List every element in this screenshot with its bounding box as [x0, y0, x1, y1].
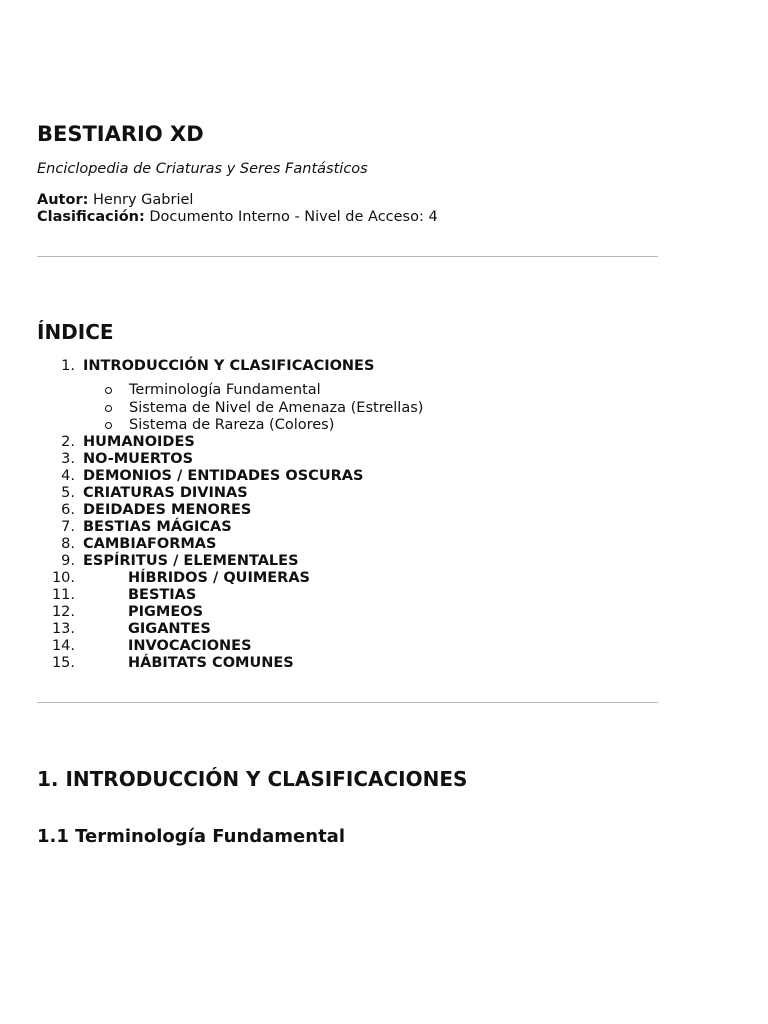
index-item-label: BESTIAS MÁGICAS [83, 519, 232, 535]
index-item-label: HÁBITATS COMUNES [128, 655, 294, 671]
index-item-label: NO-MUERTOS [83, 451, 194, 467]
index-subitem-label: Sistema de Rareza (Colores) [129, 417, 335, 433]
index-item-number: 2. [61, 434, 75, 450]
index-item-number: 14. [51, 638, 75, 654]
index-item-label: HÍBRIDOS / QUIMERAS [128, 570, 311, 586]
classification-label: Clasificación: [37, 209, 145, 225]
index-item-label: ESPÍRITUS / ELEMENTALES [83, 553, 299, 569]
index-item-number: 10. [51, 570, 75, 586]
index-item-label: INVOCACIONES [128, 638, 252, 654]
circle-bullet-icon [105, 387, 112, 394]
subsection-heading: 1.1 Terminología Fundamental [37, 826, 345, 847]
index-item-label: INTRODUCCIÓN Y CLASIFICACIONES [83, 358, 375, 374]
index-item-number: 8. [61, 536, 75, 552]
classification-line [37, 209, 438, 226]
index-item-number: 15. [51, 655, 75, 671]
document-subtitle: Enciclopedia de Criaturas y Seres Fantásticos [37, 161, 368, 177]
circle-bullet-icon [105, 422, 112, 429]
index-item-label: CAMBIAFORMAS [83, 536, 217, 552]
index-item-number: 12. [51, 604, 75, 620]
index-item-label: GIGANTES [128, 621, 211, 637]
index-item-label: CRIATURAS DIVINAS [83, 485, 248, 501]
index-item-label: DEMONIOS / ENTIDADES OSCURAS [83, 468, 364, 484]
section-heading: 1. INTRODUCCIÓN Y CLASIFICACIONES [37, 767, 468, 791]
index-item-number: 11. [51, 587, 75, 603]
classification-value: Documento Interno - Nivel de Acceso: 4 [144, 209, 438, 225]
index-item-label: HUMANOIDES [83, 434, 195, 450]
index-item-label: PIGMEOS [128, 604, 204, 620]
index-item-number: 1. [61, 358, 75, 374]
author-line [37, 192, 193, 209]
index-list [37, 358, 658, 678]
index-item-number: 4. [61, 468, 75, 484]
index-subitem-label: Sistema de Nivel de Amenaza (Estrellas) [129, 400, 424, 416]
divider [37, 702, 658, 703]
author-value: Henry Gabriel [88, 192, 194, 208]
index-subitem-label: Terminología Fundamental [129, 382, 321, 398]
index-item-label: BESTIAS [128, 587, 197, 603]
index-item-number: 6. [61, 502, 75, 518]
author-label: Autor: [37, 192, 89, 208]
index-item-number: 7. [61, 519, 75, 535]
divider [37, 256, 658, 257]
index-item-number: 5. [61, 485, 75, 501]
index-item-label: DEIDADES MENORES [83, 502, 252, 518]
circle-bullet-icon [105, 405, 112, 412]
index-heading: ÍNDICE [37, 320, 114, 344]
index-item-number: 3. [61, 451, 75, 467]
index-item-number: 9. [61, 553, 75, 569]
document-title: BESTIARIO XD [37, 122, 204, 146]
index-item-number: 13. [51, 621, 75, 637]
